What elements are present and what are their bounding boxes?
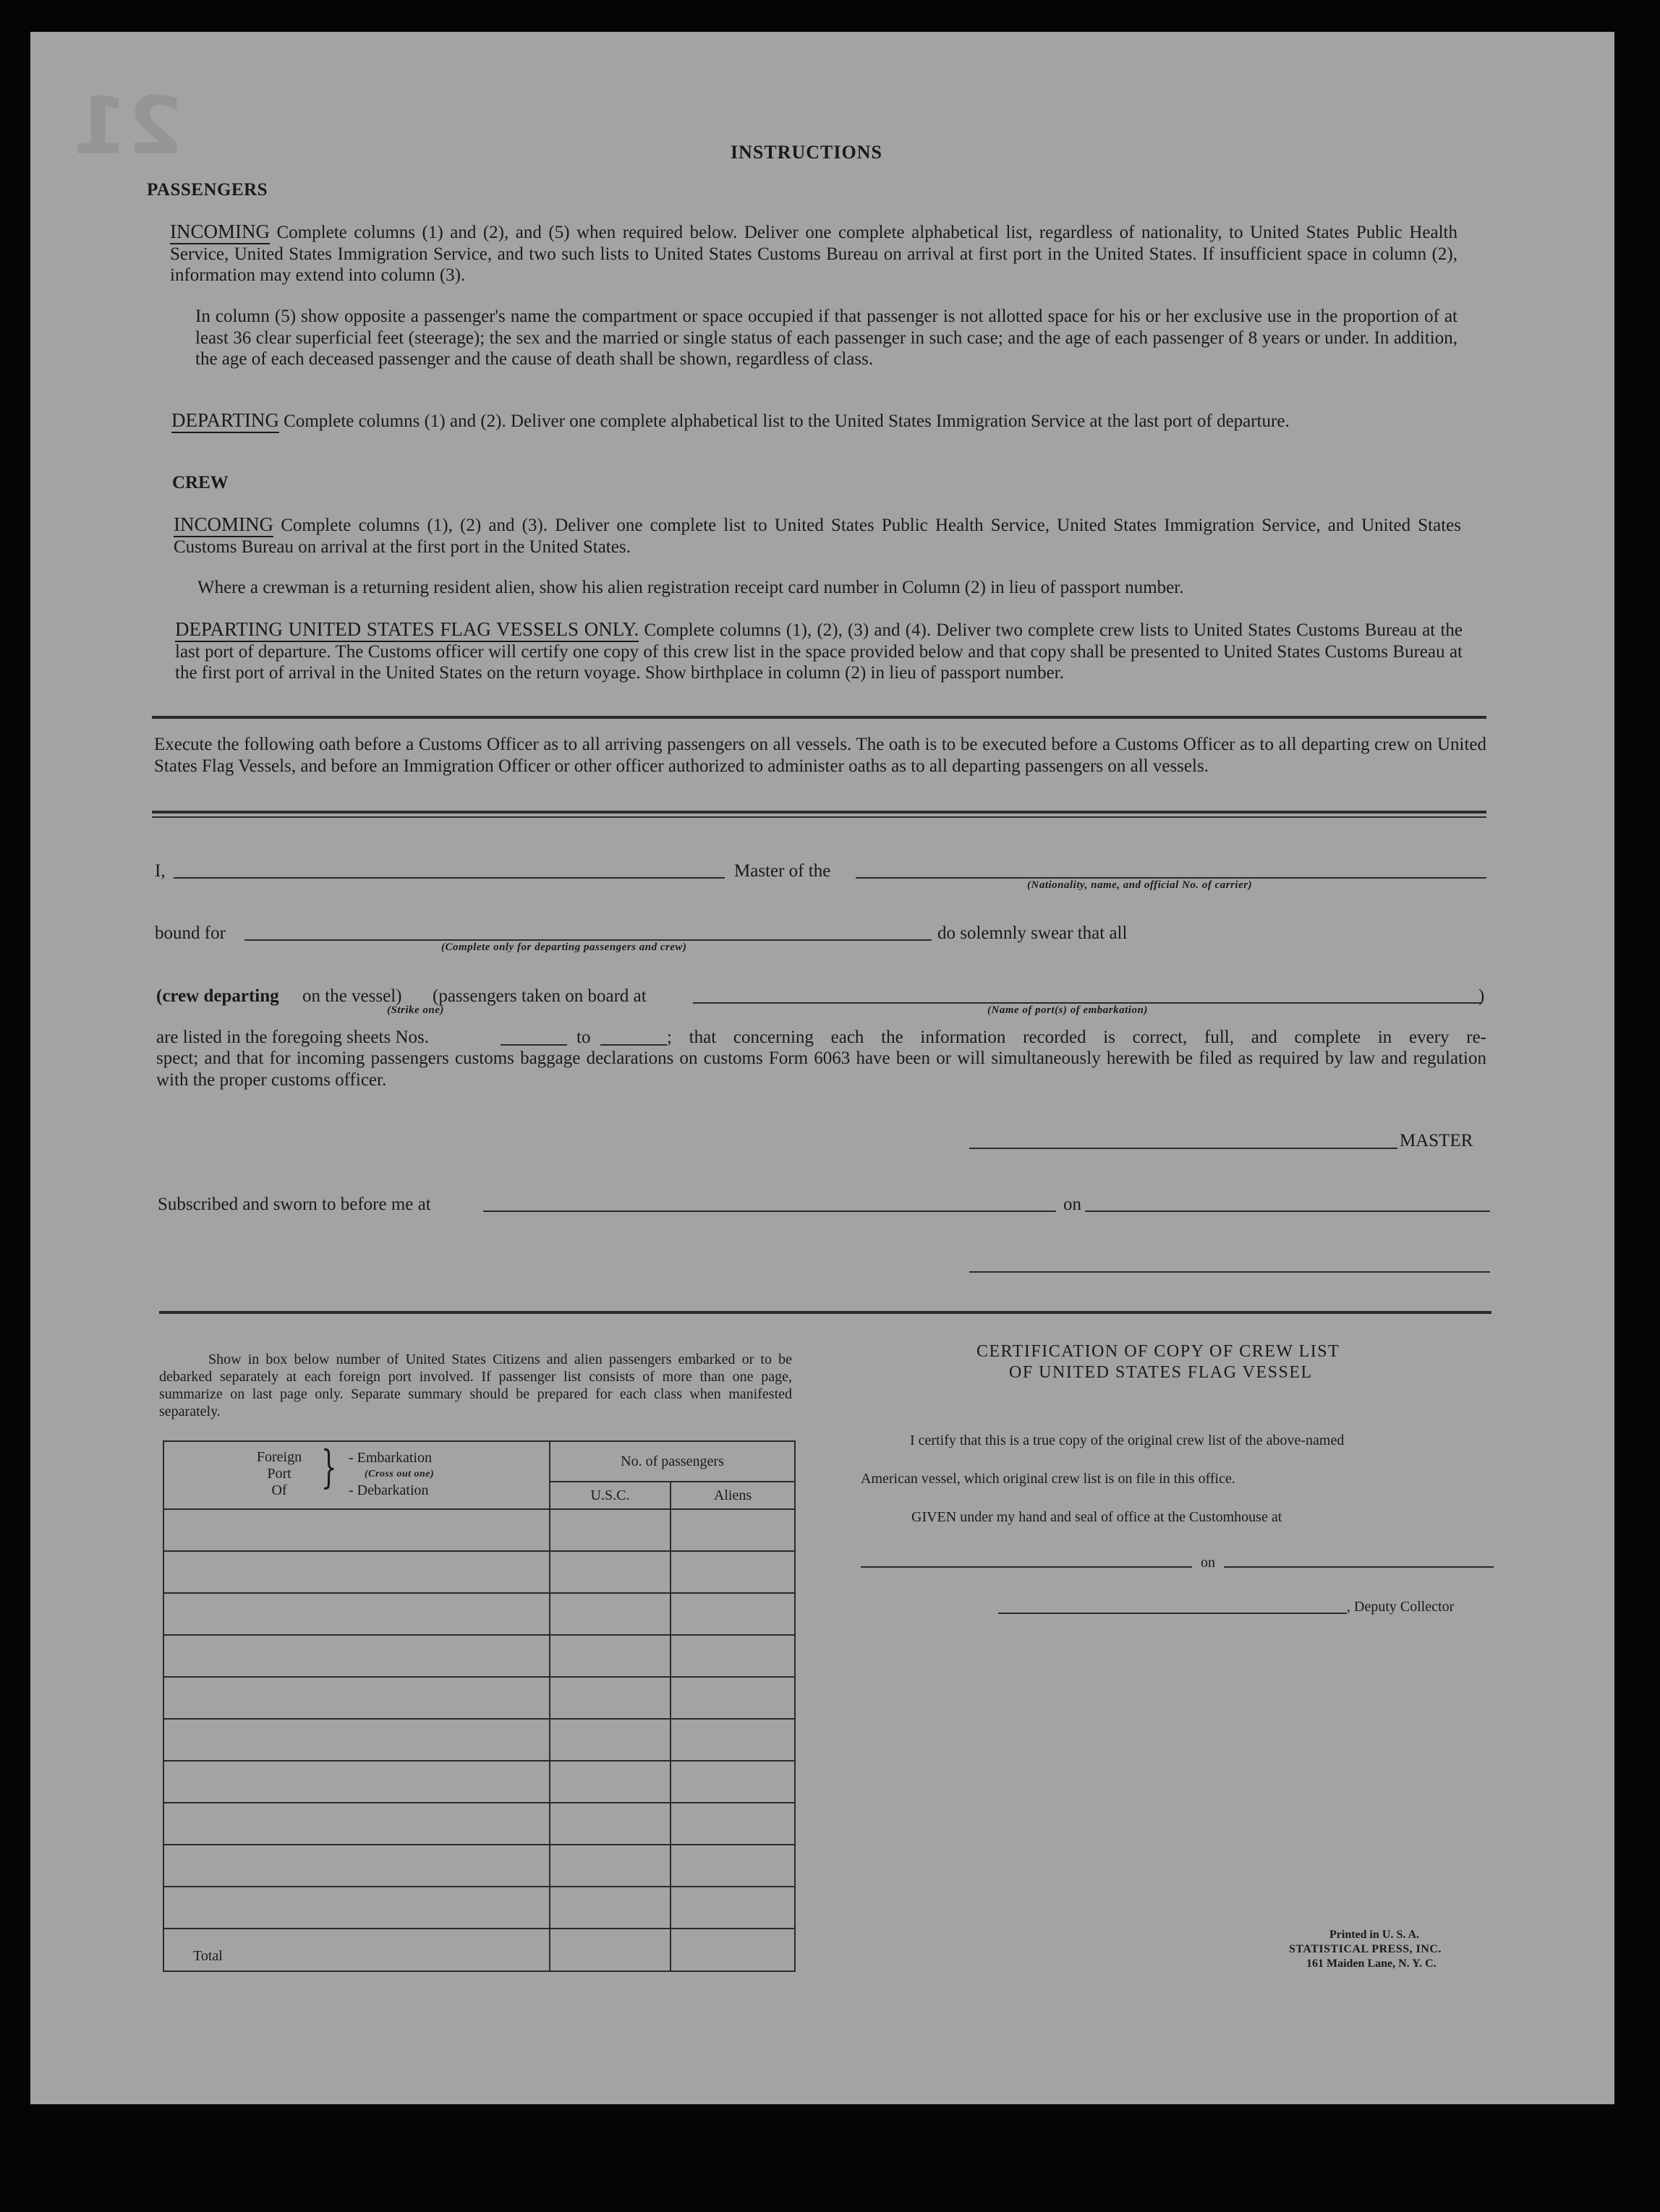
divider xyxy=(159,1311,1491,1314)
passengers-incoming-label: INCOMING xyxy=(170,221,270,244)
column5-text: In column (5) show opposite a passenger's name the compartment or space occupied if that passenger is not allotted space for his or her exclusive use in the proportion of at least 36 clear superficial feet (steerage); the sex and the married or single status of each passenger in such case; and the age of each passenger of 8 years or under. In addition, the age of each deceased passenger and the cause of death shall be shown, regardless of class. xyxy=(195,307,1457,369)
aliens-cell[interactable] xyxy=(671,1887,795,1929)
port-cell[interactable] xyxy=(163,1509,550,1551)
usc-cell[interactable] xyxy=(550,1719,671,1761)
officer-signature-field[interactable] xyxy=(969,1271,1490,1273)
debarkation-label: - Debarkation xyxy=(349,1482,429,1498)
master-name-field[interactable] xyxy=(174,877,725,879)
usc-cell[interactable] xyxy=(550,1509,671,1551)
corner-number: 21 xyxy=(72,80,184,172)
port-cell[interactable] xyxy=(163,1677,550,1719)
passengers-departing-body: Complete columns (1) and (2). Deliver one complete alphabetical list to the United States Immigration Service at the last port of departure. xyxy=(284,411,1290,431)
sworn-on-label: on xyxy=(1063,1195,1081,1214)
passengers-departing-text xyxy=(171,410,1459,432)
aliens-total-cell[interactable] xyxy=(671,1929,795,1971)
aliens-cell[interactable] xyxy=(671,1803,795,1845)
printer-line-3: 161 Maiden Lane, N. Y. C. xyxy=(1306,1957,1436,1970)
usc-cell[interactable] xyxy=(550,1677,671,1719)
port-cell[interactable] xyxy=(163,1803,550,1845)
master-of-the-label: Master of the xyxy=(734,861,831,881)
oath-i-label: I, xyxy=(155,861,166,881)
certify-line-2: American vessel, which original crew list is on file in this office. xyxy=(861,1471,1235,1487)
crew-departing-text xyxy=(175,619,1463,684)
passengers-incoming-text xyxy=(170,221,1457,286)
port-cell[interactable] xyxy=(163,1887,550,1929)
no-passengers-header: No. of passengers xyxy=(550,1441,795,1482)
aliens-header: Aliens xyxy=(671,1482,795,1509)
usc-cell[interactable] xyxy=(550,1593,671,1635)
port-header xyxy=(163,1441,550,1509)
port-cell[interactable] xyxy=(163,1761,550,1803)
given-line: GIVEN under my hand and seal of office at the Customhouse at xyxy=(911,1509,1282,1525)
port-cell[interactable] xyxy=(163,1635,550,1677)
passengers-taken-option[interactable]: (passengers taken on board at xyxy=(433,986,647,1006)
passengers-incoming-body: Complete columns (1) and (2), and (5) when required below. Deliver one complete alphabetical list, regardless of nationality, to United States Public Health Service, United States Immigration Service, and two such lists to United States Customs Bureau on arrival at first port in the United States. If insufficient space in column (2), information may extend into column (3). xyxy=(170,223,1458,285)
deputy-signature-field[interactable] xyxy=(998,1613,1347,1614)
embarkation-label: - Embarkation xyxy=(349,1450,432,1466)
complete-only-caption: (Complete only for departing passengers and crew) xyxy=(441,941,687,953)
usc-cell[interactable] xyxy=(550,1761,671,1803)
aliens-cell[interactable] xyxy=(671,1719,795,1761)
cert-date-field[interactable] xyxy=(1224,1566,1494,1568)
divider xyxy=(152,811,1486,814)
total-label: Total xyxy=(163,1929,550,1971)
embarkation-ports-field[interactable] xyxy=(693,1002,1481,1004)
usc-cell[interactable] xyxy=(550,1635,671,1677)
usc-total-cell[interactable] xyxy=(550,1929,671,1971)
bound-for-label: bound for xyxy=(155,923,226,943)
certify-line-1: I certify that this is a true copy of the original crew list of the above-named xyxy=(910,1432,1345,1448)
aliens-cell[interactable] xyxy=(671,1509,795,1551)
crew-resident-text: Where a crewman is a returning resident alien, show his alien registration receipt card number in Column (2) in lieu of passport number. xyxy=(197,578,1184,597)
customhouse-field[interactable] xyxy=(861,1566,1192,1568)
sheet-to-field[interactable] xyxy=(600,1044,667,1046)
sworn-date-field[interactable] xyxy=(1085,1210,1490,1212)
deputy-collector-label: , Deputy Collector xyxy=(1347,1599,1455,1615)
port-cell[interactable] xyxy=(163,1551,550,1593)
usc-cell[interactable] xyxy=(550,1803,671,1845)
port-header-line3: Of xyxy=(271,1482,287,1498)
port-header-line1: Foreign xyxy=(256,1449,302,1465)
passenger-summary-table xyxy=(163,1440,796,1972)
usc-cell[interactable] xyxy=(550,1845,671,1887)
certification-title-2: OF UNITED STATES FLAG VESSEL xyxy=(1009,1363,1313,1382)
printer-line-2: STATISTICAL PRESS, INC. xyxy=(1289,1943,1442,1955)
master-signature-field[interactable] xyxy=(969,1148,1397,1149)
strike-one-caption: (Strike one) xyxy=(387,1004,444,1016)
crew-heading: CREW xyxy=(172,473,229,492)
page-title: INSTRUCTIONS xyxy=(731,142,882,163)
port-cell[interactable] xyxy=(163,1845,550,1887)
aliens-cell[interactable] xyxy=(671,1845,795,1887)
sheet-from-field[interactable] xyxy=(501,1044,567,1046)
divider xyxy=(152,716,1486,719)
listed-text-rest: spect; and that for incoming passengers customs baggage declarations on customs Form 6063 have been or will simultaneously herewith be filed as required by law and regulation with the proper customs officer. xyxy=(156,1049,1486,1090)
ports-caption: (Name of port(s) of embarkation) xyxy=(987,1004,1148,1016)
nationality-caption: (Nationality, name, and official No. of carrier) xyxy=(1027,879,1253,891)
crew-departing-body: Complete columns (1), (2), (3) and (4). Deliver two complete crew lists to United States Customs Bureau at the last port of departure. The Customs officer will certify one copy of this crew list in the space provided below and that copy shall be presented to United States Customs Bureau at the first port of arrival in the United States on the return voyage. Show birthplace in column (2) in lieu of passport number. xyxy=(175,620,1463,683)
oath-instructions: Execute the following oath before a Customs Officer as to all arriving passengers on all vessels. The oath is to be executed before a Customs Officer as to all departing crew on United States Flag Vessels, and before an Immigration Officer or other officer authorized to administer oaths as to all departing passengers on all vessels. xyxy=(154,735,1486,776)
aliens-cell[interactable] xyxy=(671,1593,795,1635)
crew-incoming-body: Complete columns (1), (2) and (3). Deliver one complete list to United States Public Health Service, United States Immigration Service, and United States Customs Bureau on arrival at the first port in the United States. xyxy=(174,516,1461,557)
sworn-place-field[interactable] xyxy=(483,1210,1056,1212)
close-paren: ) xyxy=(1478,986,1485,1006)
port-cell[interactable] xyxy=(163,1719,550,1761)
carrier-field[interactable] xyxy=(856,877,1486,879)
aliens-cell[interactable] xyxy=(671,1677,795,1719)
certification-title-1: CERTIFICATION OF COPY OF CREW LIST xyxy=(976,1342,1340,1361)
crew-incoming-text xyxy=(174,514,1461,558)
cert-on-label: on xyxy=(1201,1555,1215,1571)
summary-instructions: Show in box below number of United States Citizens and alien passengers embarked or to be debarked separately at each foreign port involved. If passenger list consists of more than one page, summarize on last page only. Separate summary should be prepared for each class when manifested separately. xyxy=(159,1351,792,1419)
aliens-cell[interactable] xyxy=(671,1551,795,1593)
subscribed-label: Subscribed and sworn to before me at xyxy=(158,1195,431,1214)
port-cell[interactable] xyxy=(163,1593,550,1635)
crew-departing-option[interactable]: (crew departing xyxy=(156,986,279,1006)
passengers-departing-label: DEPARTING xyxy=(171,409,279,433)
listed-text-b: to xyxy=(576,1028,591,1047)
on-the-vessel-label: on the vessel) xyxy=(302,986,402,1006)
crew-incoming-label: INCOMING xyxy=(174,513,273,537)
usc-cell[interactable] xyxy=(550,1887,671,1929)
master-label: MASTER xyxy=(1400,1131,1473,1150)
aliens-cell[interactable] xyxy=(671,1761,795,1803)
aliens-cell[interactable] xyxy=(671,1635,795,1677)
crew-departing-label: DEPARTING UNITED STATES FLAG VESSELS ONLY. xyxy=(175,618,639,642)
swear-label: do solemnly swear that all xyxy=(937,923,1128,943)
port-header-line2: Port xyxy=(267,1466,291,1482)
brace-icon: } xyxy=(320,1440,337,1493)
listed-text-a: are listed in the foregoing sheets Nos. xyxy=(156,1028,429,1047)
passengers-heading: PASSENGERS xyxy=(147,180,268,200)
divider xyxy=(152,816,1486,818)
usc-cell[interactable] xyxy=(550,1551,671,1593)
cross-out-caption: (Cross out one) xyxy=(365,1469,435,1479)
printer-line-1: Printed in U. S. A. xyxy=(1329,1929,1420,1941)
listed-text-c: ; that concerning each the information recorded is correct, full, and complete in every re- xyxy=(667,1028,1486,1047)
usc-header: U.S.C. xyxy=(550,1482,671,1509)
bound-for-field[interactable] xyxy=(244,939,932,941)
